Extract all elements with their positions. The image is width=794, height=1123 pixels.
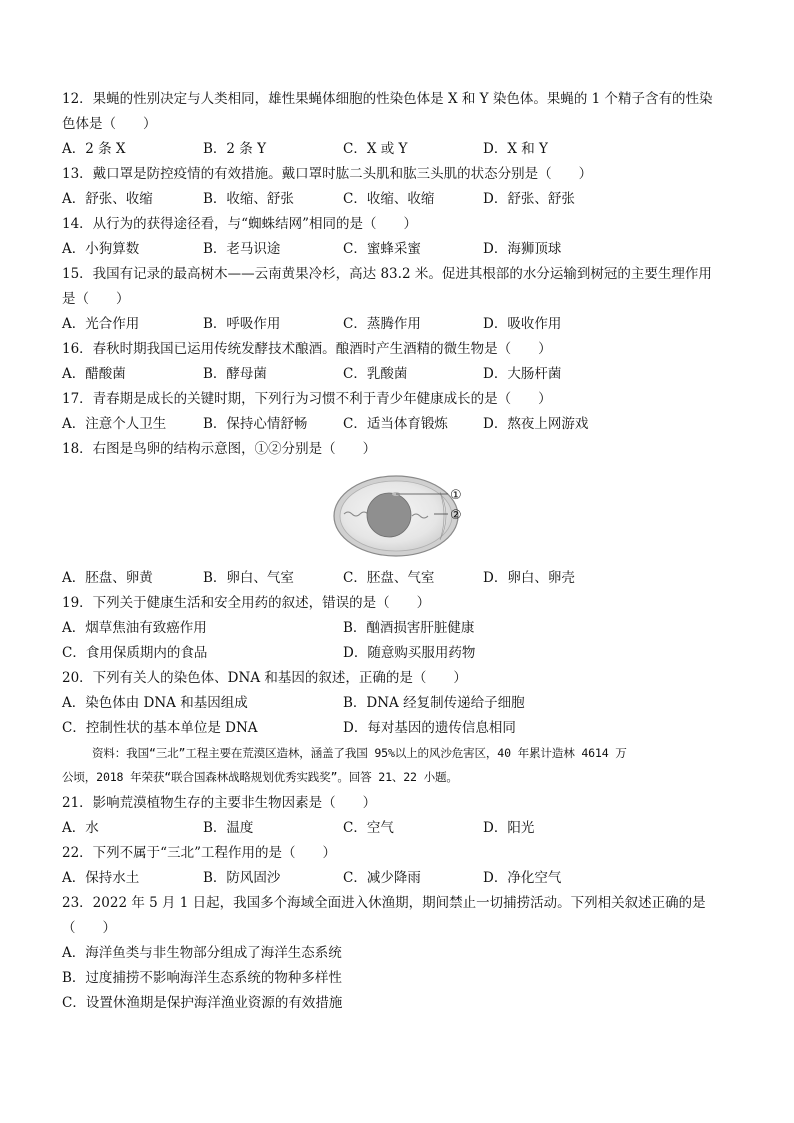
question-22-stem: 22．下列不属于“三北”工程作用的是（ ）: [62, 845, 336, 861]
question-23-option-c: C．设置休渔期是保护海洋渔业资源的有效措施: [62, 995, 343, 1011]
question-23-option-a: A．海洋鱼类与非生物部分组成了海洋生态系统: [62, 945, 342, 961]
reading-material-line-2: 公顷，2018 年荣获“联合国森林战略规划优秀实践奖”。回答 21、22 小题。: [62, 770, 458, 784]
question-19-option-d: D．随意购买服用药物: [343, 645, 476, 661]
question-20-option-d: D．每对基因的遗传信息相同: [343, 720, 516, 736]
question-13-option-b: B．收缩、舒张: [203, 191, 294, 207]
question-12-option-a: A．2 条 X: [62, 141, 126, 157]
bird-egg-diagram: [332, 474, 474, 558]
question-20-stem: 20．下列有关人的染色体、DNA 和基因的叙述，正确的是（ ）: [62, 670, 467, 686]
question-19-option-b: B．酗酒损害肝脏健康: [343, 620, 475, 636]
question-20-option-c: C．控制性状的基本单位是 DNA: [62, 720, 258, 736]
question-12-option-d: D．X 和 Y: [483, 141, 548, 157]
question-17-stem: 17．青春期是成长的关键时期，下列行为习惯不利于青少年健康成长的是（ ）: [62, 391, 552, 407]
question-14-stem: 14．从行为的获得途径看，与“蜘蛛结网”相同的是（ ）: [62, 216, 417, 232]
question-20-option-a: A．染色体由 DNA 和基因组成: [62, 695, 248, 711]
question-21-stem: 21．影响荒漠植物生存的主要非生物因素是（ ）: [62, 795, 377, 811]
question-15-option-c: C．蒸腾作用: [343, 316, 421, 332]
question-12-stem-cont: 色体是（ ）: [62, 116, 157, 132]
question-15-option-b: B．呼吸作用: [203, 316, 281, 332]
question-21-option-c: C．空气: [343, 820, 394, 836]
question-20-option-b: B．DNA 经复制传递给子细胞: [343, 695, 525, 711]
question-13-option-d: D．舒张、舒张: [483, 191, 575, 207]
question-18-option-a: A．胚盘、卵黄: [62, 570, 153, 586]
question-13-stem: 13．戴口罩是防控疫情的有效措施。戴口罩时肱二头肌和肱三头肌的状态分别是（ ）: [62, 166, 593, 182]
question-19-option-a: A．烟草焦油有致癌作用: [62, 620, 207, 636]
question-23-stem-cont: （ ）: [62, 920, 116, 936]
question-13-option-c: C．收缩、收缩: [343, 191, 435, 207]
question-16-option-b: B．酵母菌: [203, 366, 267, 382]
figure-label-2: ②: [450, 508, 462, 523]
question-12-option-b: B．2 条 Y: [203, 141, 267, 157]
question-18-option-b: B．卵白、气室: [203, 570, 294, 586]
question-19-stem: 19．下列关于健康生活和安全用药的叙述，错误的是（ ）: [62, 595, 431, 611]
question-18-stem: 18．右图是鸟卵的结构示意图，①②分别是（ ）: [62, 441, 377, 457]
question-12-stem: 12．果蝇的性别决定与人类相同，雄性果蝇体细胞的性染色体是 X 和 Y 染色体。果蝇的 1 个精子含有的性染: [62, 91, 713, 107]
question-17-option-a: A．注意个人卫生: [62, 416, 167, 432]
question-22-option-c: C．减少降雨: [343, 870, 421, 886]
question-14-option-b: B．老马识途: [203, 241, 281, 257]
question-21-option-d: D．阳光: [483, 820, 535, 836]
question-19-option-c: C．食用保质期内的食品: [62, 645, 208, 661]
question-22-option-d: D．净化空气: [483, 870, 562, 886]
question-14-option-d: D．海狮顶球: [483, 241, 562, 257]
egg-yolk: [367, 493, 411, 537]
question-16-option-a: A．醋酸菌: [62, 366, 126, 382]
question-18-option-c: C．胚盘、气室: [343, 570, 435, 586]
question-22-option-a: A．保持水土: [62, 870, 140, 886]
question-17-option-d: D．熬夜上网游戏: [483, 416, 589, 432]
question-14-option-c: C．蜜蜂采蜜: [343, 241, 421, 257]
question-16-stem: 16．春秋时期我国已运用传统发酵技术酿酒。酿酒时产生酒精的微生物是（ ）: [62, 341, 552, 357]
question-15-stem-cont: 是（ ）: [62, 291, 130, 307]
question-15-option-a: A．光合作用: [62, 316, 140, 332]
question-17-option-b: B．保持心情舒畅: [203, 416, 308, 432]
question-23-option-b: B．过度捕捞不影响海洋生态系统的物种多样性: [62, 970, 342, 986]
question-15-option-d: D．吸收作用: [483, 316, 562, 332]
question-21-option-b: B．温度: [203, 820, 254, 836]
question-18-option-d: D．卵白、卵壳: [483, 570, 575, 586]
question-23-stem: 23．2022 年 5 月 1 日起，我国多个海域全面进入休渔期，期间禁止一切捕捞活动。下列相关叙述正确的是: [62, 895, 706, 911]
question-16-option-c: C．乳酸菌: [343, 366, 408, 382]
question-12-option-c: C．X 或 Y: [343, 141, 408, 157]
question-15-stem: 15．我国有记录的最高树木——云南黄果冷杉，高达 83.2 米。促进其根部的水分运输到树冠的主要生理作用: [62, 266, 712, 282]
question-21-option-a: A．水: [62, 820, 99, 836]
question-16-option-d: D．大肠杆菌: [483, 366, 562, 382]
figure-label-1: ①: [450, 488, 462, 503]
question-17-option-c: C．适当体育锻炼: [343, 416, 448, 432]
reading-material-line-1: 资料：我国“三北”工程主要在荒漠区造林，涵盖了我国 95%以上的风沙危害区，40 年累计造林 4614 万: [92, 746, 627, 760]
question-14-option-a: A．小狗算数: [62, 241, 140, 257]
question-22-option-b: B．防风固沙: [203, 870, 281, 886]
question-13-option-a: A．舒张、收缩: [62, 191, 153, 207]
